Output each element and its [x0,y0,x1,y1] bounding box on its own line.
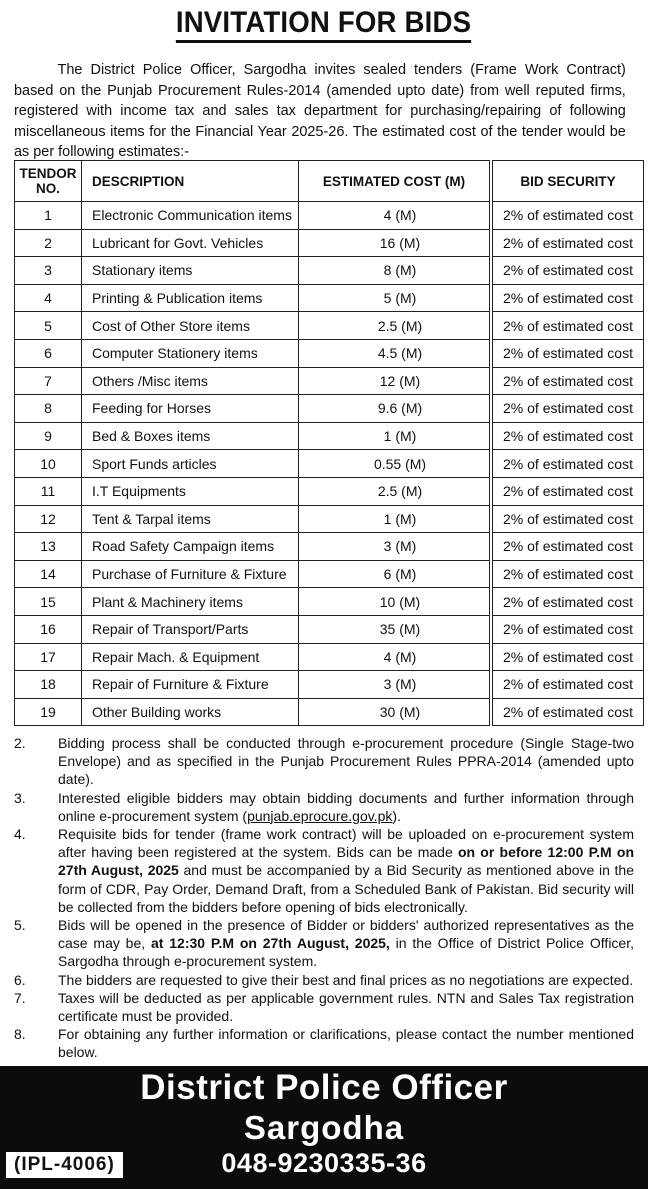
security-cell: 2% of estimated cost [491,395,644,423]
cost-cell: 1 (M) [305,505,498,533]
security-cell: 2% of estimated cost [491,202,644,230]
tender-no-cell: 13 [15,533,82,561]
note-number: 8. [14,1026,26,1043]
description-cell: Feeding for Horses [82,395,299,423]
table-row [15,560,644,588]
note-3 [14,789,634,825]
description-cell: Other Building works [82,698,299,726]
tender-no-cell: 17 [15,643,82,671]
header-description: DESCRIPTION [82,161,299,202]
note-text: For obtaining any further information or clarifications, please contact the number mentioned below. [58,1026,634,1061]
tender-no-cell: 12 [15,505,82,533]
tender-no-cell: 15 [15,588,82,616]
table-row [15,367,644,395]
description-cell: Others /Misc items [82,367,299,395]
description-cell: Plant & Machinery items [82,588,299,616]
intro-paragraph: The District Police Officer, Sargodha invites sealed tenders (Frame Work Contract) based on the Punjab Procurement Rules-2014 (amended upto date) from well reputed firms, registered with income tax and sales tax department for purchasing/repairing of following miscellaneous items for the Financial Year 2025-26. The estimated cost of the tender would be as per following estimates:- [14,62,626,160]
note-5-text-a: Bids will be opened in the presence of Bidder or bidders' authorized representatives as the case may be, [58,917,634,952]
description-cell: Repair of Transport/Parts [82,615,299,643]
page-title: INVITATION FOR BIDS [176,6,471,43]
submission-deadline: on or before 12:00 P.M on 27th August, 2025 [58,844,635,879]
description-cell: Bed & Boxes items [82,422,299,450]
note-3-text-b: ). [392,807,401,824]
tender-no-cell: 4 [15,284,82,312]
tender-no-cell: 1 [15,202,82,230]
description-cell: I.T Equipments [82,477,299,505]
footer-ipl-reference: (IPL-4006) [6,1152,123,1178]
note-5-text-b: in the Office of District Police Officer, Sargodha through e-procurement system. [58,935,634,970]
cost-cell: 16 (M) [305,229,498,257]
header-bid-security: BID SECURITY [491,161,644,202]
note-number: 6. [14,971,26,988]
security-cell: 2% of estimated cost [491,367,644,395]
table-row [15,588,644,616]
eprocure-link[interactable]: punjab.eprocure.gov.pk [247,807,393,824]
tender-no-cell: 3 [15,257,82,285]
cost-cell: 30 (M) [305,698,498,726]
description-cell: Cost of Other Store items [82,312,299,340]
security-cell: 2% of estimated cost [491,450,644,478]
description-cell: Sport Funds articles [82,450,299,478]
cost-cell: 5 (M) [305,284,498,312]
table-row [15,284,644,312]
security-cell: 2% of estimated cost [491,284,644,312]
security-cell: 2% of estimated cost [491,422,644,450]
cost-cell: 2.5 (M) [305,312,498,340]
description-cell: Printing & Publication items [82,284,299,312]
table-row [15,533,644,561]
security-cell: 2% of estimated cost [491,229,644,257]
tender-no-cell: 6 [15,339,82,367]
tender-no-cell: 10 [15,450,82,478]
security-cell: 2% of estimated cost [491,477,644,505]
tender-no-cell: 11 [15,477,82,505]
tender-no-cell: 8 [15,395,82,423]
footer-banner [0,1066,648,1189]
security-cell: 2% of estimated cost [491,615,644,643]
cost-cell: 12 (M) [305,367,498,395]
note-text [58,916,634,971]
table-row [15,395,644,423]
note-number: 2. [14,735,26,751]
cost-cell: 4 (M) [305,643,498,671]
note-5 [14,916,634,971]
header-tender-no [15,161,82,202]
terms-list [14,734,634,1062]
cost-cell: 8 (M) [305,257,498,285]
tender-no-cell: 7 [15,367,82,395]
note-number: 5. [14,917,26,934]
description-cell: Repair of Furniture & Fixture [82,671,299,699]
security-cell: 2% of estimated cost [491,588,644,616]
footer-city: Sargodha [243,1109,405,1146]
security-cell: 2% of estimated cost [491,643,644,671]
note-number: 7. [14,989,26,1006]
description-cell: Electronic Communication items [82,202,299,230]
table-row [15,339,644,367]
cost-cell: 1 (M) [305,422,498,450]
cost-cell: 35 (M) [305,615,498,643]
tender-no-cell: 19 [15,698,82,726]
tender-no-cell: 18 [15,671,82,699]
description-cell: Road Safety Campaign items [82,533,299,561]
table-row [15,229,644,257]
security-cell: 2% of estimated cost [491,671,644,699]
security-cell: 2% of estimated cost [491,505,644,533]
note-number: 4. [14,826,26,843]
note-8 [14,1025,634,1061]
cost-cell: 3 (M) [305,533,498,561]
tender-no-cell: 5 [15,312,82,340]
note-text [58,825,634,916]
table-row [15,671,644,699]
note-3-text-a: Interested eligible bidders may obtain bidding documents and further information through online e-procurement system ( [58,789,634,824]
note-4-text-a: Requisite bids for tender (frame work contract) will be uploaded on e-procurement system after having been registered at the system. Bids can be made [58,826,634,861]
cost-cell: 6 (M) [305,560,498,588]
header-tender-no-line2: NO. [35,181,60,196]
table-row [15,450,644,478]
title-wrap [0,6,648,43]
note-text: The bidders are requested to give their best and final prices as no negotiations are expected. [58,971,634,988]
description-cell: Lubricant for Govt. Vehicles [82,229,299,257]
security-cell: 2% of estimated cost [491,339,644,367]
table-row [15,643,644,671]
note-text: Taxes will be deducted as per applicable government rules. NTN and Sales Tax registration certificate must be provided. [58,989,634,1025]
description-cell: Stationary items [82,257,299,285]
description-cell: Repair Mach. & Equipment [82,643,299,671]
table-row [15,312,644,340]
tender-no-cell: 16 [15,615,82,643]
bids-table [14,160,644,726]
description-cell: Tent & Tarpal items [82,505,299,533]
table-row [15,505,644,533]
table-row [15,615,644,643]
security-cell: 2% of estimated cost [491,698,644,726]
security-cell: 2% of estimated cost [491,257,644,285]
tender-no-cell: 2 [15,229,82,257]
note-number: 3. [14,789,26,806]
table-row [15,422,644,450]
tender-no-cell: 9 [15,422,82,450]
footer-office: District Police Officer [140,1068,508,1107]
table-row [15,698,644,726]
note-4-text-b: and must be accompanied by a Bid Security as mentioned above in the form of CDR, Pay Order, Demand Draft, from a Scheduled Bank of Pakistan. Bid security will be collected from the bidders before opening of bids electronically. [58,862,635,915]
cost-cell: 4.5 (M) [305,339,498,367]
header-tender-no-line1: TENDOR [19,166,77,181]
table-row [15,477,644,505]
table-header-row [15,161,644,202]
note-text: Bidding process shall be conducted through e-procurement procedure (Single Stage-two Envelope) and as specified in the Punjab Procurement Rules PPRA-2014 (amended upto date). [58,735,634,788]
cost-cell: 9.6 (M) [305,395,498,423]
tender-no-cell: 14 [15,560,82,588]
opening-time: at 12:30 P.M on 27th August, 2025, [150,935,390,952]
note-6 [14,971,634,989]
note-4 [14,825,634,916]
cost-cell: 3 (M) [305,671,498,699]
security-cell: 2% of estimated cost [491,560,644,588]
note-text [58,789,634,825]
cost-cell: 2.5 (M) [305,477,498,505]
note-2 [14,734,634,789]
header-estimated-cost: ESTIMATED COST (M) [299,161,492,202]
cost-cell: 10 (M) [305,588,498,616]
security-cell: 2% of estimated cost [491,312,644,340]
footer-phone: 048-9230335-36 [221,1148,427,1178]
cost-cell: 4 (M) [305,202,498,230]
table-row [15,257,644,285]
cost-cell: 0.55 (M) [305,450,498,478]
description-cell: Computer Stationery items [82,339,299,367]
table-row [15,202,644,230]
note-7 [14,989,634,1025]
security-cell: 2% of estimated cost [491,533,644,561]
description-cell: Purchase of Furniture & Fixture [82,560,299,588]
